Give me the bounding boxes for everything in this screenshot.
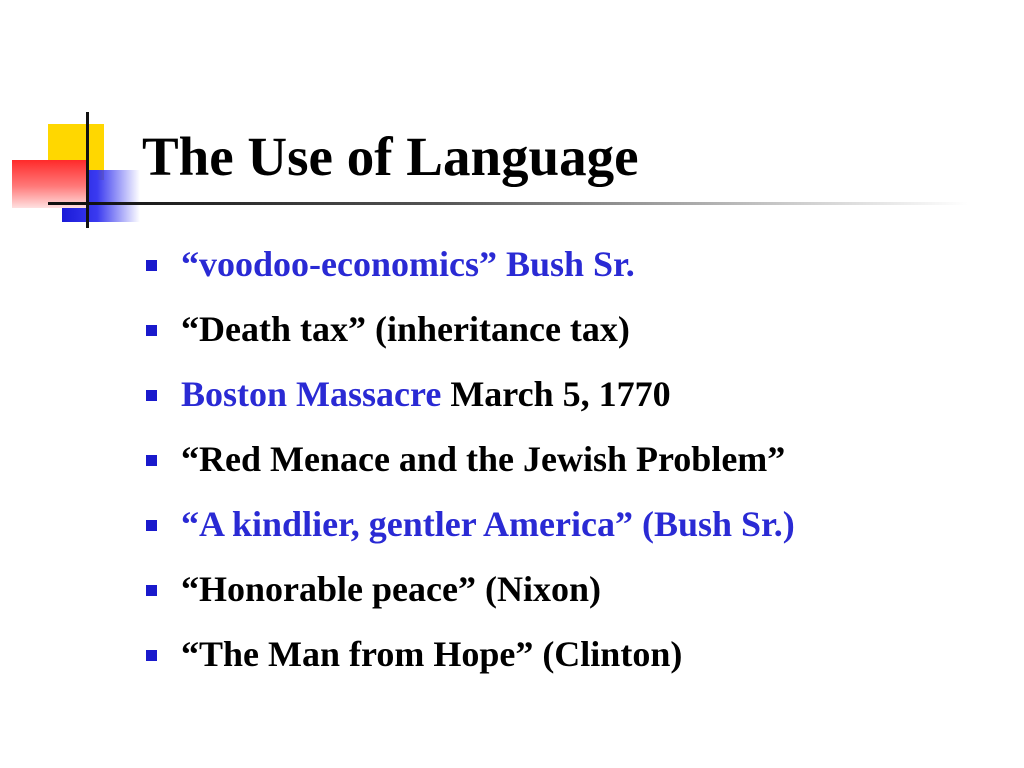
square-bullet-icon — [146, 260, 157, 271]
square-bullet-icon — [146, 455, 157, 466]
title-underline-rule — [88, 202, 968, 205]
bullet-item — [146, 626, 795, 691]
slide-title: The Use of Language — [142, 126, 639, 187]
bullet-item — [146, 561, 795, 626]
square-bullet-icon — [146, 325, 157, 336]
bullet-item — [146, 236, 795, 301]
square-bullet-icon — [146, 585, 157, 596]
bullet-text: “The Man from Hope” (Clinton) — [181, 634, 683, 674]
bullet-text: “voodoo-economics” Bush Sr. — [181, 244, 635, 284]
bullet-text: March 5, 1770 — [441, 374, 671, 414]
bullet-text: “Red Menace and the Jewish Problem” — [181, 439, 786, 479]
bullet-item — [146, 496, 795, 561]
bullet-text-highlight: Boston Massacre — [181, 374, 442, 414]
bullet-text: “A kindlier, gentler America” (Bush Sr.) — [181, 504, 795, 544]
bullet-text: “Death tax” (inheritance tax) — [181, 309, 630, 349]
square-bullet-icon — [146, 520, 157, 531]
square-bullet-icon — [146, 650, 157, 661]
logo-vertical-line — [86, 112, 89, 228]
bullet-item — [146, 431, 795, 496]
bullet-item — [146, 301, 795, 366]
logo-red-square — [12, 160, 86, 208]
bullet-text: “Honorable peace” (Nixon) — [181, 569, 601, 609]
square-bullet-icon — [146, 390, 157, 401]
bullet-list — [146, 236, 795, 691]
bullet-item — [146, 366, 795, 431]
